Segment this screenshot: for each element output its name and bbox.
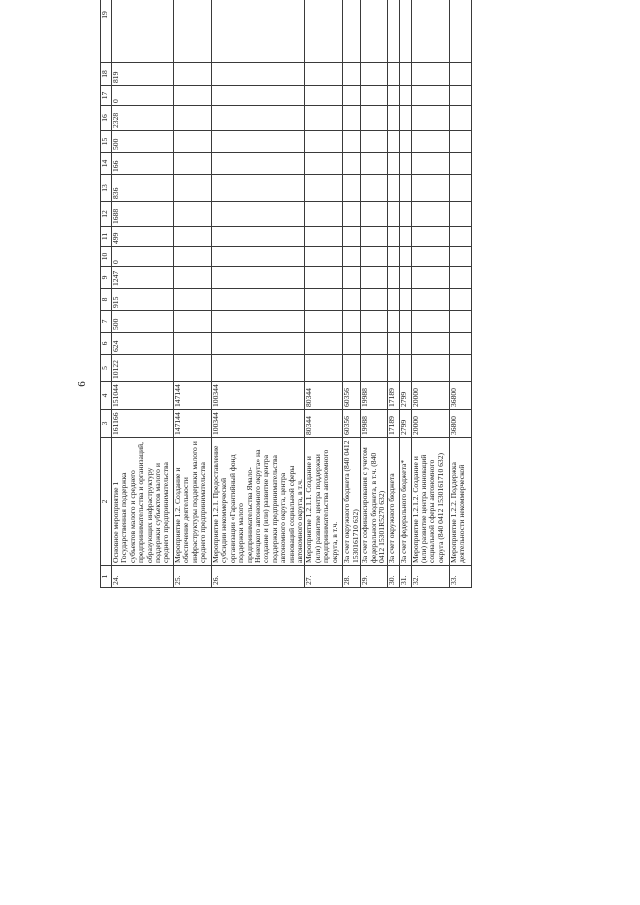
table-cell — [212, 63, 305, 86]
table-cell — [174, 153, 212, 175]
column-header: 13 — [101, 175, 112, 202]
table-cell — [305, 0, 343, 63]
table-row — [361, 0, 387, 588]
row-name: Мероприятие 1.2. Создание и обеспечение деятельности инфраструктуры поддержки малого и среднего предпринимательства — [174, 438, 212, 566]
table-cell — [411, 355, 449, 382]
table-cell — [174, 333, 212, 355]
table-cell — [361, 106, 387, 131]
table-row — [212, 0, 305, 588]
table-cell — [411, 267, 449, 289]
table-cell: 0 — [112, 247, 174, 267]
table-cell — [387, 267, 399, 289]
table-cell — [449, 227, 471, 247]
table-cell — [449, 267, 471, 289]
table-cell — [212, 106, 305, 131]
column-header: 10 — [101, 247, 112, 267]
table-cell: 10122 — [112, 355, 174, 382]
column-header: 15 — [101, 131, 112, 153]
row-number: 31. — [399, 566, 411, 588]
table-cell — [343, 311, 361, 333]
table-cell — [387, 202, 399, 227]
table-cell — [449, 247, 471, 267]
table-cell — [212, 86, 305, 106]
row-name: За счет федерального бюджета* — [399, 438, 411, 566]
table-cell — [361, 202, 387, 227]
table-cell — [361, 333, 387, 355]
table-cell — [387, 0, 399, 63]
table-cell — [174, 0, 212, 63]
column-header: 7 — [101, 311, 112, 333]
table-cell — [305, 131, 343, 153]
header-row — [101, 0, 112, 588]
column-header: 6 — [101, 333, 112, 355]
document-page — [100, 11, 620, 588]
table-cell — [399, 289, 411, 311]
table-cell — [305, 106, 343, 131]
table-cell — [343, 0, 361, 63]
table-cell — [361, 175, 387, 202]
table-cell — [411, 333, 449, 355]
table-cell: 161166 — [112, 410, 174, 438]
column-header: 5 — [101, 355, 112, 382]
row-number: 32. — [411, 566, 449, 588]
table-cell — [343, 106, 361, 131]
table-row — [112, 0, 174, 588]
table-cell — [411, 175, 449, 202]
row-number: 26. — [212, 566, 305, 588]
table-cell — [387, 106, 399, 131]
table-cell: 19988 — [361, 382, 387, 410]
table-cell — [174, 63, 212, 86]
table-cell — [449, 106, 471, 131]
table-cell: 624 — [112, 333, 174, 355]
table-cell — [305, 267, 343, 289]
table-cell: 2328 — [112, 106, 174, 131]
row-name: Мероприятие 1.2.1.2. Создание и (или) развитие центра инноваций социальной сферы автономного округа (840 0412 1530161710 632) — [411, 438, 449, 566]
column-header: 3 — [101, 410, 112, 438]
table-cell — [399, 202, 411, 227]
table-cell — [305, 63, 343, 86]
table-cell — [399, 63, 411, 86]
table-cell — [174, 267, 212, 289]
column-header: 9 — [101, 267, 112, 289]
page-number: 6 — [76, 381, 88, 387]
table-cell — [387, 289, 399, 311]
table-cell — [411, 311, 449, 333]
table-cell — [449, 0, 471, 63]
table-cell — [387, 355, 399, 382]
column-header: 19 — [101, 0, 112, 63]
table-row — [387, 0, 399, 588]
table-cell — [449, 175, 471, 202]
table-cell — [399, 153, 411, 175]
table-cell: 1688 — [112, 202, 174, 227]
table-cell — [174, 86, 212, 106]
table-cell: 915 — [112, 289, 174, 311]
table-cell — [343, 202, 361, 227]
table-cell — [174, 175, 212, 202]
table-cell — [174, 355, 212, 382]
table-cell — [361, 311, 387, 333]
row-name: За счет окружного бюджета — [387, 438, 399, 566]
table-cell — [449, 333, 471, 355]
table-cell — [305, 86, 343, 106]
table-cell — [361, 131, 387, 153]
table-cell — [305, 311, 343, 333]
table-cell — [449, 202, 471, 227]
table-cell: 1247 — [112, 267, 174, 289]
table-cell — [174, 311, 212, 333]
table-cell — [399, 355, 411, 382]
table-cell — [361, 63, 387, 86]
table-cell: 0 — [112, 86, 174, 106]
column-header: 18 — [101, 63, 112, 86]
row-name: Мероприятие 1.2.2. Поддержка деятельности некоммерческой — [449, 438, 471, 566]
table-cell — [305, 355, 343, 382]
column-header: 14 — [101, 153, 112, 175]
table-cell — [399, 247, 411, 267]
table-cell — [305, 289, 343, 311]
table-cell — [343, 355, 361, 382]
table-cell — [387, 131, 399, 153]
table-cell: 100344 — [212, 410, 305, 438]
row-number: 24. — [112, 566, 174, 588]
row-name: Мероприятие 1.2.1. Предоставление субсидии некоммерческой организации «Гарантийный фонд поддержки малого предпринимательства Ямало-Ненецкого автономного округа» на создание и (или) развитие центра поддержки предпринимательства автономного округа, центра инноваций социальной сферы автономного округа, в т.ч. — [212, 438, 305, 566]
table-cell — [174, 247, 212, 267]
table-cell: 17189 — [387, 382, 399, 410]
table-cell — [361, 227, 387, 247]
table-cell — [449, 131, 471, 153]
table-cell — [343, 289, 361, 311]
table-cell — [112, 0, 174, 63]
table-cell — [305, 175, 343, 202]
table-cell — [343, 63, 361, 86]
table-cell: 147144 — [174, 382, 212, 410]
table-cell — [174, 227, 212, 247]
table-cell: 80344 — [305, 410, 343, 438]
table-cell: 19988 — [361, 410, 387, 438]
table-row — [343, 0, 361, 588]
table-cell: 500 — [112, 131, 174, 153]
table-cell — [361, 86, 387, 106]
table-cell: 80344 — [305, 382, 343, 410]
table-cell — [399, 333, 411, 355]
table-cell: 147144 — [174, 410, 212, 438]
row-name: Основное мероприятие 1 Государственная поддержка субъектов малого и среднего предпринимательства и организаций, образующих инфраструктуру поддержки субъектов малого и среднего предпринимательства — [112, 438, 174, 566]
column-header: 16 — [101, 106, 112, 131]
table-cell — [305, 247, 343, 267]
table-cell: 499 — [112, 227, 174, 247]
table-cell: 819 — [112, 63, 174, 86]
table-cell — [411, 153, 449, 175]
table-cell — [361, 247, 387, 267]
table-cell — [305, 202, 343, 227]
table-cell: 500 — [112, 311, 174, 333]
table-cell — [399, 131, 411, 153]
table-cell — [343, 131, 361, 153]
table-cell: 100344 — [212, 382, 305, 410]
table-cell — [411, 247, 449, 267]
table-cell — [212, 131, 305, 153]
table-cell — [212, 227, 305, 247]
table-cell: 60356 — [343, 410, 361, 438]
table-cell — [343, 175, 361, 202]
table-cell — [361, 0, 387, 63]
table-cell — [399, 227, 411, 247]
table-cell — [449, 289, 471, 311]
table-cell — [449, 86, 471, 106]
table-cell — [212, 289, 305, 311]
data-table — [100, 0, 472, 588]
table-cell — [212, 333, 305, 355]
column-header: 12 — [101, 202, 112, 227]
table-cell — [399, 106, 411, 131]
table-row — [399, 0, 411, 588]
table-cell — [343, 153, 361, 175]
table-cell: 20000 — [411, 410, 449, 438]
table-cell — [212, 355, 305, 382]
table-cell — [387, 153, 399, 175]
row-name: За счет окружного бюджета (840 0412 1530161710 632) — [343, 438, 361, 566]
row-number: 27. — [305, 566, 343, 588]
table-cell — [343, 86, 361, 106]
table-cell — [174, 289, 212, 311]
table-cell — [449, 63, 471, 86]
table-cell: 36800 — [449, 410, 471, 438]
table-cell — [399, 175, 411, 202]
table-cell — [399, 0, 411, 63]
column-header: 2 — [101, 438, 112, 566]
table-cell — [387, 311, 399, 333]
table-cell — [449, 153, 471, 175]
row-name: Мероприятие 1.2.1.1. Создание и (или) развитие центра поддержки предпринимательства автономного округа, в т.ч. — [305, 438, 343, 566]
table-cell — [411, 202, 449, 227]
table-cell — [411, 106, 449, 131]
table-cell — [411, 86, 449, 106]
table-cell — [387, 227, 399, 247]
table-cell — [212, 202, 305, 227]
table-cell — [361, 267, 387, 289]
table-cell — [399, 86, 411, 106]
table-cell — [343, 227, 361, 247]
table-row — [411, 0, 449, 588]
table-cell — [387, 333, 399, 355]
table-cell — [305, 333, 343, 355]
column-header: 1 — [101, 566, 112, 588]
table-cell — [212, 267, 305, 289]
table-cell — [449, 311, 471, 333]
table-cell: 2799 — [399, 382, 411, 410]
table-cell: 60356 — [343, 382, 361, 410]
table-cell — [305, 227, 343, 247]
table-cell: 20000 — [411, 382, 449, 410]
table-cell — [361, 355, 387, 382]
table-cell: 166 — [112, 153, 174, 175]
table-cell — [411, 289, 449, 311]
table-cell — [411, 0, 449, 63]
table-cell — [399, 311, 411, 333]
table-cell — [387, 86, 399, 106]
table-cell — [212, 247, 305, 267]
row-number: 33. — [449, 566, 471, 588]
table-cell — [387, 247, 399, 267]
row-number: 25. — [174, 566, 212, 588]
table-cell — [411, 63, 449, 86]
table-cell — [343, 333, 361, 355]
table-cell: 836 — [112, 175, 174, 202]
table-row — [449, 0, 471, 588]
column-header: 17 — [101, 86, 112, 106]
table-cell — [174, 106, 212, 131]
table-row — [174, 0, 212, 588]
table-cell — [212, 153, 305, 175]
row-number: 30. — [387, 566, 399, 588]
table-cell — [343, 267, 361, 289]
table-cell — [411, 131, 449, 153]
table-row — [305, 0, 343, 588]
table-cell — [174, 202, 212, 227]
table-cell: 36800 — [449, 382, 471, 410]
table-cell: 151044 — [112, 382, 174, 410]
table-cell — [212, 0, 305, 63]
table-cell — [411, 227, 449, 247]
table-cell — [361, 153, 387, 175]
table-cell — [212, 175, 305, 202]
table-cell — [305, 153, 343, 175]
row-number: 29. — [361, 566, 387, 588]
table-cell: 2799 — [399, 410, 411, 438]
table-cell — [343, 247, 361, 267]
table-cell — [212, 311, 305, 333]
table-cell — [361, 289, 387, 311]
table-cell — [174, 131, 212, 153]
row-name: За счет софинансирования с учетом федерального бюджета, в т.ч. (840 0412 15301R5270 632) — [361, 438, 387, 566]
table-cell: 17189 — [387, 410, 399, 438]
row-number: 28. — [343, 566, 361, 588]
table-cell — [449, 355, 471, 382]
table-cell — [387, 175, 399, 202]
column-header: 11 — [101, 227, 112, 247]
table-cell — [387, 63, 399, 86]
column-header: 4 — [101, 382, 112, 410]
column-header: 8 — [101, 289, 112, 311]
table-cell — [399, 267, 411, 289]
